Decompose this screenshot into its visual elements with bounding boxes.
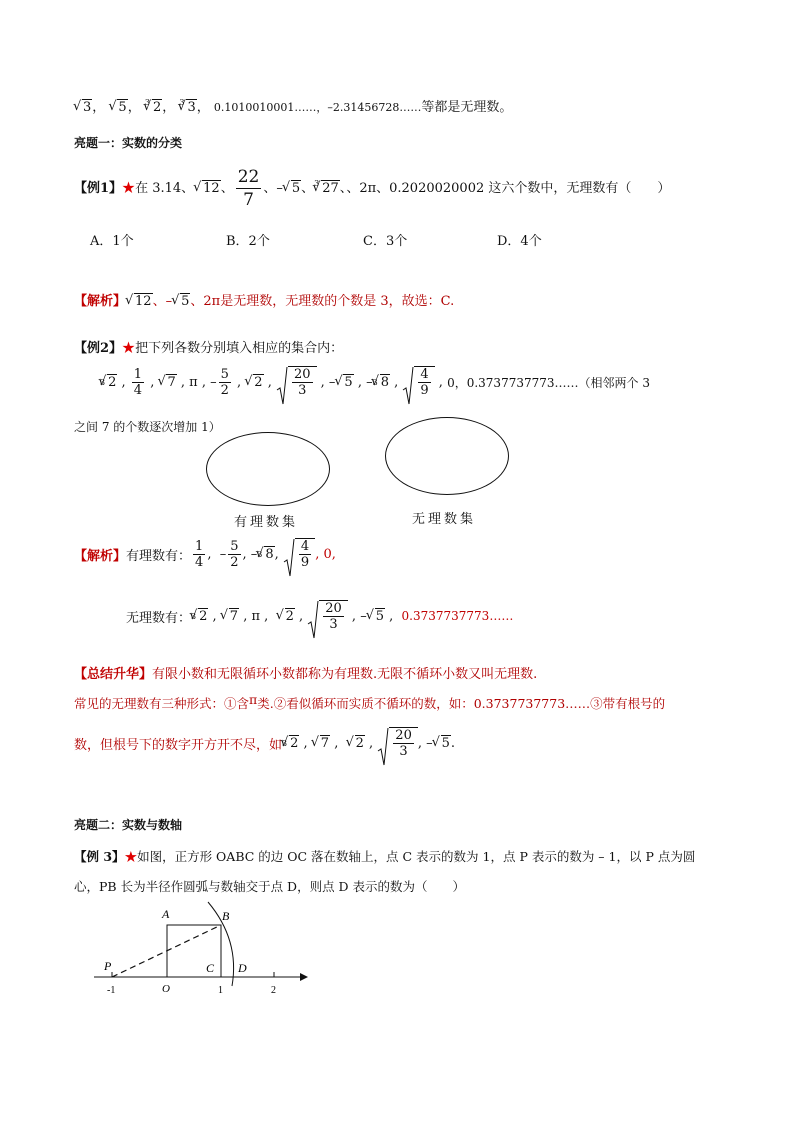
star-icon: ★ <box>122 341 136 356</box>
ex1-option-a[interactable]: A．1个 <box>90 234 134 249</box>
ex1-option-b[interactable]: B．2个 <box>226 234 270 249</box>
ex1-option-d[interactable]: D．4个 <box>497 234 542 249</box>
label-O: O <box>162 983 170 995</box>
ex1-solution: 【解析】√ 12、–√ 5、2π是无理数，无理数的个数是 3，故选：C. <box>74 290 454 309</box>
tick-2: 2 <box>271 985 276 996</box>
label-P: P <box>104 959 112 973</box>
intro-tail: 等都是无理数。 <box>421 100 513 115</box>
ex3-line1: 【例 3】★如图，正方形 OABC 的边 OC 落在数轴上，点 C 表示的数为 1，点 P 表示的数为 – 1，以 P 点为圆 <box>74 849 696 864</box>
ex3-line2: 心，PB 长为半径作圆弧与数轴交于点 D，则点 D 表示的数为（ ） <box>74 879 466 894</box>
label-B: B <box>222 909 230 923</box>
cbrt3: √ 3 <box>179 100 196 115</box>
star-icon: ★ <box>122 181 136 196</box>
sqrt5: √ 5 <box>110 100 127 115</box>
ex2-numbers: 3 √ 2 , $\frac{1}{4}$ , √ 7 , π , – $\frac{5}{2}$ , √ 2 , $\frac{20}{3}$ , – √ 5 , – 3 √ 8 , $\frac{4}{9}$ , 0，0.3737737773……（相邻两个 3 <box>100 366 650 398</box>
star-icon: ★ <box>124 849 138 864</box>
summary-line2: 常见的无理数有三种形式：①含π类.②看似循环而实质不循环的数，如：0.3737737773……③带有根号的 <box>74 692 666 711</box>
label-C: C <box>206 961 215 975</box>
label-A: A <box>162 907 170 921</box>
intro-decimals: 0.1010010001……，–2.31456728…… <box>213 101 422 114</box>
ex1-tag: 【例1】 <box>74 181 123 196</box>
tick-1: 1 <box>218 985 223 996</box>
ex2-cont: 之间 7 的个数逐次增加 1） <box>74 420 221 434</box>
topic2-title: 亮题二：实数与数轴 <box>74 818 183 832</box>
ex2-solution-rational: 【解析】 有理数有： $\frac{1}{4}$ , – $\frac{5}{2}$ , – 3 √ 8 , $\frac{4}{9}$ , 0, <box>74 538 336 570</box>
summary-line3: 数，但根号下的数字开方开不尽，如 3 √ 2 , √ 7 , √ 2 , $\frac{20}{3}$ , – √ 5 . <box>74 727 455 759</box>
intro-line: √ 3， √ 5， $^3$√ 2， $^3$√ 3， 0.1010010001……，–2.31456728……等都是无理数。 <box>74 96 512 115</box>
ex2-question: 【例2】★把下列各数分别填入相应的集合内： <box>74 341 344 356</box>
number-line-figure <box>90 900 320 1000</box>
irrational-set-label: 无理数集 <box>412 512 477 527</box>
fraction-22-7: $\frac{22}{7}$ <box>237 167 260 210</box>
ex2-solution-irrational: 无理数有： 3 √ 2 , √ 7 , π , √ 2 , $\frac{20}{3}$ , – √ 5 , 0.3737737773…… <box>126 600 513 632</box>
rational-set-ellipse <box>206 432 330 506</box>
label-D: D <box>238 961 247 975</box>
summary-line1: 【总结升华】有限小数和无限循环小数都称为有理数.无限不循环小数又叫无理数. <box>74 667 538 682</box>
topic1-title: 亮题一：实数的分类 <box>74 136 183 150</box>
cbrt2: √ 2 <box>145 100 162 115</box>
tick-neg1: -1 <box>107 985 116 996</box>
irrational-set-ellipse <box>385 417 509 495</box>
ex1-question: 【例1】★在 3.14、√ 12、 $\frac{22}{7}$ 、–√ 5、$^3$√ 27、、2π、0.2020020002 这六个数中，无理数有（ ） <box>74 166 670 211</box>
rational-set-label: 有理数集 <box>234 515 299 530</box>
ex1-option-c[interactable]: C．3个 <box>363 234 408 249</box>
sqrt3: √ 3 <box>75 100 92 115</box>
